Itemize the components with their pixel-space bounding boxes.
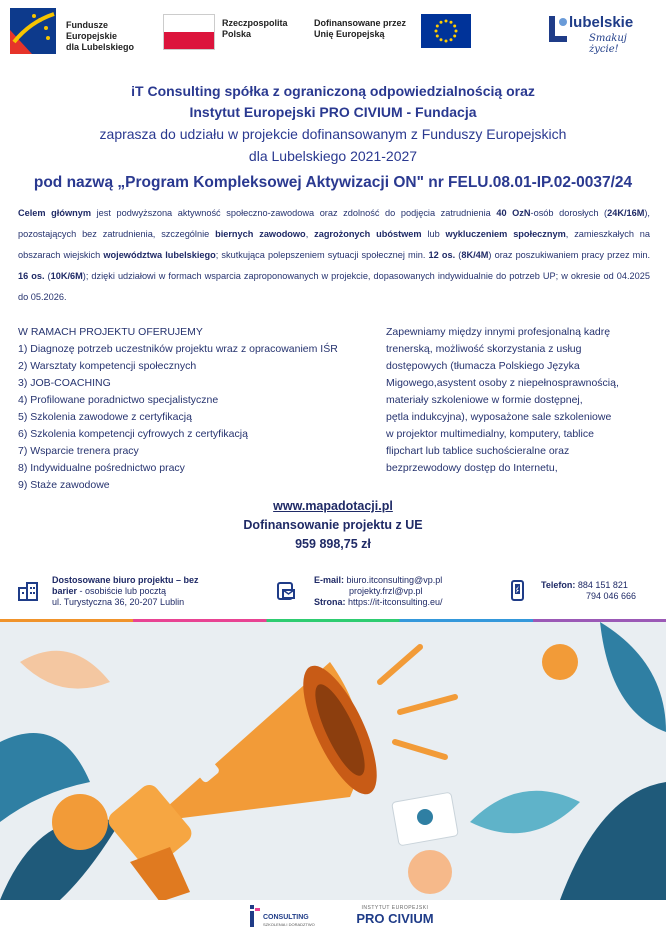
extras-line: pętla indukcyjna), wyposażone sale szkoleniowe	[386, 411, 612, 423]
funding-label: Dofinansowanie projektu z UE	[243, 518, 423, 532]
extras-line: bezprzewodowy dostęp do Internetu,	[386, 462, 558, 474]
offer-list	[18, 324, 338, 494]
header-line3: zaprasza do udziału w projekcie dofinansowanym z Funduszy Europejskich	[99, 126, 567, 142]
extras-line: w projektor multimedialny, komputery, tablice	[386, 428, 594, 440]
ue-line2: Unię Europejską	[314, 29, 385, 39]
web-label: Strona:	[314, 597, 346, 607]
intro-emph: biernych zawodowo	[215, 229, 306, 239]
intro-text: ); dzięki udziałowi w formach wsparcia zaproponowanych w projekcie, dopasowanych indywidualnie do potrzeb UP; w okresie od 04.2025 do 05.2026.	[18, 271, 650, 302]
lubelskie-name: lubelskie	[569, 14, 634, 31]
offer-heading: W RAMACH PROJEKTU OFERUJEMY	[18, 326, 203, 338]
intro-paragraph	[18, 203, 650, 308]
intro-split: 24K/16M	[607, 208, 645, 218]
it-tag: SZKOLENIA I DORADZTWO	[263, 922, 315, 927]
office-address: ul. Turystyczna 36, 20-207 Lublin	[52, 597, 185, 607]
intro-text: , zamieszkałych na obszarach wiejskich	[18, 229, 651, 260]
extras-line: Migowego,asystent osoby z niepełnosprawnością,	[386, 377, 619, 389]
fe-emblem-icon	[10, 8, 56, 54]
list-item: 6) Szkolenia kompetencji cyfrowych z certyfikacją	[18, 428, 248, 440]
email-icon	[275, 580, 297, 602]
intro-emph: zagrożonych ubóstwem	[314, 229, 422, 239]
extras-line: dostępowych (tłumacza Polskiego Języka	[386, 360, 580, 372]
phone-icon	[506, 579, 528, 601]
list-item: 3) JOB-COACHING	[18, 377, 111, 389]
pro-civium-logo	[350, 905, 440, 931]
pc-name: PRO CIVIUM	[356, 911, 434, 926]
intro-text: -osób dorosłych (	[530, 208, 608, 218]
intro-count: 16 os.	[18, 271, 45, 281]
email-info	[314, 575, 443, 608]
list-item: 1) Diagnozę potrzeb uczestników projektu wraz z opracowaniem IŚR	[18, 343, 338, 355]
building-icon	[17, 580, 39, 602]
header-line4: dla Lubelskiego 2021-2027	[248, 148, 418, 164]
intro-text: ) oraz poszukiwaniem pracy przez min.	[488, 250, 651, 260]
project-title: pod nazwą „Program Kompleksowej Aktywizacji ON" nr FELU.08.01-IP.02-0037/24	[33, 174, 633, 191]
intro-text: jest podwyższona aktywność społeczno-zawodowa oraz zdolność do podjęcia zatrudnienia	[91, 208, 497, 218]
web-link[interactable]: https://it-itconsulting.eu/	[345, 597, 443, 607]
intro-goal: Celem głównym	[18, 208, 91, 218]
lubelskie-logo	[545, 10, 650, 55]
rp-line2: Polska	[222, 29, 252, 39]
intro-text: ,	[305, 229, 315, 239]
list-item: 8) Indywidualne pośrednictwo pracy	[18, 462, 185, 474]
office-mode: - osobiście lub pocztą	[77, 586, 167, 596]
rp-line1: Rzeczpospolita	[222, 18, 288, 28]
office-title: Dostosowane biuro projektu – bez	[52, 575, 199, 585]
pc-top: INSTYTUT EUROPEJSKI	[361, 905, 429, 911]
funding-amount: 959 898,75 zł	[295, 537, 371, 551]
website-link-row	[0, 499, 666, 513]
office-barrier: barier	[52, 586, 78, 596]
list-item: 4) Profilowane poradnictwo specjalistyczne	[18, 394, 219, 406]
intro-emph: wykluczeniem społecznym	[445, 229, 566, 239]
extras-line: trenerską, możliwość skorzystania z usług	[386, 343, 582, 355]
intro-split: 8K/4M	[461, 250, 489, 260]
eu-flag-icon	[421, 14, 471, 48]
ue-line1: Dofinansowane przez	[314, 18, 407, 28]
list-item: 2) Warsztaty kompetencji społecznych	[18, 360, 197, 372]
extras-list	[386, 324, 619, 477]
phone-number: 884 151 821	[575, 580, 628, 590]
it-consulting-logo	[248, 905, 318, 931]
intro-emph: województwa lubelskiego	[103, 250, 216, 260]
intro-text: ), pozostających bez zatrudnienia, szczególnie	[18, 208, 650, 239]
office-info	[52, 575, 199, 608]
header-line1: iT Consulting spółka z ograniczoną odpowiedzialnością oraz	[131, 83, 535, 99]
list-item: 7) Wsparcie trenera pracy	[18, 445, 139, 457]
it-consulting-emblem-icon	[248, 905, 262, 929]
lubelskie-emblem-icon	[545, 14, 571, 44]
list-item: 5) Szkolenia zawodowe z certyfikacją	[18, 411, 192, 423]
intro-count: 40 OzN	[496, 208, 531, 218]
intro-text: ; skutkująca polepszeniem sytuacji społecznej min.	[215, 250, 429, 260]
fe-line1: Fundusze Europejskie	[66, 20, 118, 41]
intro-split: 10K/6M	[50, 271, 83, 281]
website-link[interactable]: www.mapadotacji.pl	[273, 499, 393, 513]
intro-text: (	[44, 271, 51, 281]
list-item: 9) Staże zawodowe	[18, 479, 110, 491]
email-link[interactable]: biuro.itconsulting@vp.pl	[344, 575, 443, 585]
fe-line2: dla Lubelskiego	[66, 42, 135, 52]
phone-label: Telefon:	[541, 580, 576, 590]
extras-line: flipchart lub tablice suchościeralne oraz	[386, 445, 570, 457]
header-line2: Instytut Europejski PRO CIVIUM - Fundacja	[189, 104, 477, 120]
extras-line: materiały szkoleniowe w formie dostępnej,	[386, 394, 583, 406]
intro-count: 12 os.	[428, 250, 456, 260]
poland-flag-icon	[163, 14, 215, 50]
fundusze-europejskie-logo	[10, 8, 150, 54]
intro-text: (	[455, 250, 462, 260]
email-label: E-mail:	[314, 575, 345, 585]
it-name: CONSULTING	[263, 914, 309, 921]
megaphone-illustration	[0, 622, 666, 900]
lubelskie-slogan: Smakuj życie!	[589, 33, 627, 55]
phone-info	[541, 580, 636, 602]
extras-line: Zapewniamy między innymi profesjonalną kadrę	[386, 326, 611, 338]
email-link[interactable]: projekty.frzl@vp.pl	[349, 586, 423, 596]
phone-number: 794 046 666	[586, 591, 637, 601]
intro-text: lub	[421, 229, 446, 239]
